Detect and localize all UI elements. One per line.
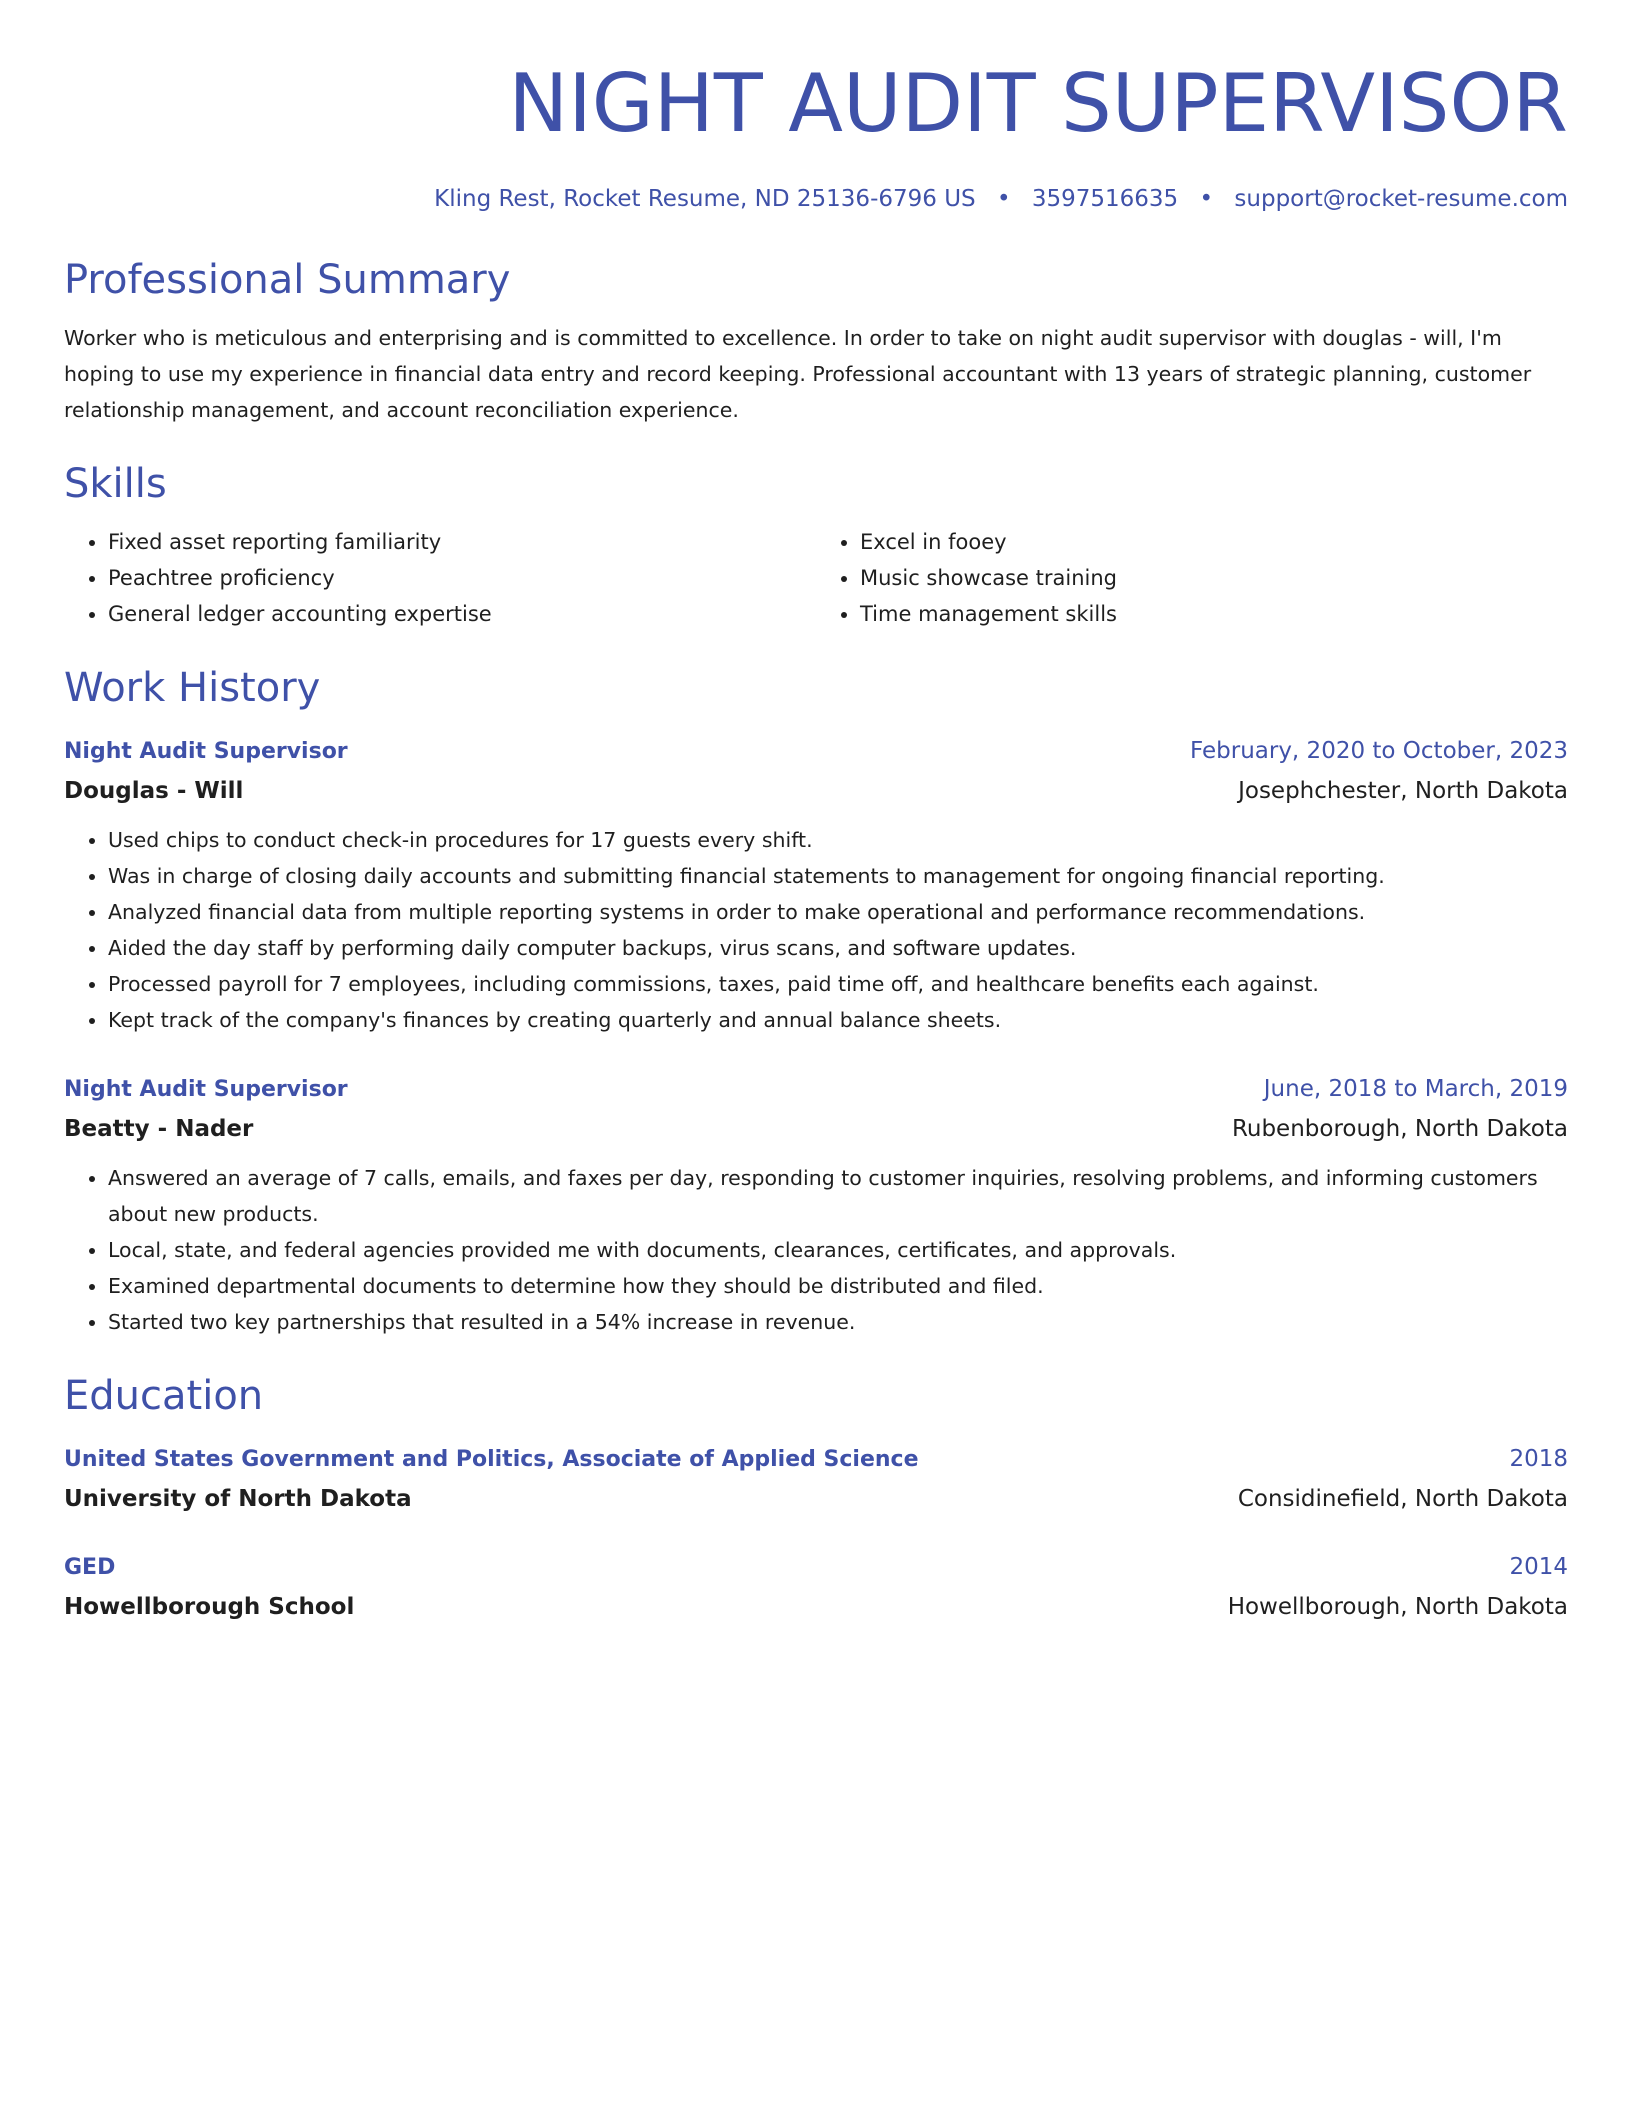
job-location: Josephchester, North Dakota <box>1238 778 1568 804</box>
job-bullets <box>64 822 1568 1038</box>
education-degree: United States Government and Politics, Associate of Applied Science <box>64 1447 919 1472</box>
separator-dot: • <box>996 186 1011 212</box>
job-bullet: • Answered an average of 7 calls, emails, and faxes per day, responding to customer inquiries, resolving problems, and informing customers about new products. <box>108 1160 1568 1232</box>
skill-item: • Peachtree proficiency <box>108 560 816 596</box>
job-entry <box>64 1072 1568 1340</box>
education-school: University of North Dakota <box>64 1486 412 1512</box>
job-location: Rubenborough, North Dakota <box>1231 1116 1568 1142</box>
education-entry <box>64 1442 1568 1516</box>
job-dates: June, 2018 to March, 2019 <box>1263 1076 1568 1102</box>
job-company: Beatty - Nader <box>64 1116 254 1142</box>
education-school: Howellborough School <box>64 1594 355 1620</box>
job-role: Night Audit Supervisor <box>64 739 348 764</box>
job-bullet: • Started two key partnerships that resulted in a 54% increase in revenue. <box>108 1304 1568 1340</box>
job-bullets <box>64 1160 1568 1340</box>
job-company: Douglas - Will <box>64 778 244 804</box>
skills-list <box>64 524 1568 632</box>
education-location: Howellborough, North Dakota <box>1227 1594 1568 1620</box>
education-section <box>64 1372 1568 1624</box>
section-title-summary: Professional Summary <box>64 257 511 303</box>
job-subheader <box>64 774 1568 808</box>
job-bullet: • Examined departmental documents to determine how they should be distributed and filed. <box>108 1268 1568 1304</box>
job-header <box>64 734 1568 769</box>
contact-phone: 3597516635 <box>1031 186 1179 212</box>
summary-text: Worker who is meticulous and enterprising and is committed to excellence. In order to take on night audit supervisor with douglas - will, I'm hoping to use my experience in financial data entry and record keeping. Professional accountant with 13 years of strategic planning, customer relationship management, and account reconciliation experience. <box>64 326 1532 422</box>
contact-address: Kling Rest, Rocket Resume, ND 25136-6796 US <box>434 186 976 212</box>
resume-header <box>64 58 1568 214</box>
job-bullet: • Was in charge of closing daily accounts and submitting financial statements to management for ongoing financial reporting. <box>108 858 1568 894</box>
skills-column-left <box>64 524 816 632</box>
job-bullet: • Analyzed financial data from multiple reporting systems in order to make operational and performance recommendations. <box>108 894 1568 930</box>
education-year: 2014 <box>1509 1554 1568 1580</box>
candidate-title: NIGHT AUDIT SUPERVISOR <box>508 57 1568 150</box>
job-subheader <box>64 1112 1568 1146</box>
skill-item: • Time management skills <box>860 596 1568 632</box>
contact-line <box>64 184 1568 214</box>
work-history-section <box>64 664 1568 1340</box>
job-bullet: • Local, state, and federal agencies provided me with documents, clearances, certificates, and approvals. <box>108 1232 1568 1268</box>
skill-item: • Music showcase training <box>860 560 1568 596</box>
education-header <box>64 1442 1568 1477</box>
job-bullet: • Aided the day staff by performing daily computer backups, virus scans, and software updates. <box>108 930 1568 966</box>
job-dates: February, 2020 to October, 2023 <box>1190 738 1568 764</box>
skill-item: • Excel in fooey <box>860 524 1568 560</box>
skill-item: • General ledger accounting expertise <box>108 596 816 632</box>
skill-item: • Fixed asset reporting familiarity <box>108 524 816 560</box>
professional-summary-section <box>64 256 1568 428</box>
section-title-skills: Skills <box>64 461 167 507</box>
job-bullet: • Used chips to conduct check-in procedures for 17 guests every shift. <box>108 822 1568 858</box>
separator-dot: • <box>1199 186 1214 212</box>
education-degree: GED <box>64 1555 116 1580</box>
education-location: Considinefield, North Dakota <box>1237 1486 1568 1512</box>
section-title-education: Education <box>64 1373 264 1419</box>
job-header <box>64 1072 1568 1107</box>
job-bullet: • Kept track of the company's finances by creating quarterly and annual balance sheets. <box>108 1002 1568 1038</box>
education-subheader <box>64 1590 1568 1624</box>
job-bullet: • Processed payroll for 7 employees, including commissions, taxes, paid time off, and healthcare benefits each against. <box>108 966 1568 1002</box>
job-entry <box>64 734 1568 1038</box>
skills-column-right <box>816 524 1568 632</box>
education-entry <box>64 1550 1568 1624</box>
education-year: 2018 <box>1509 1446 1568 1472</box>
education-header <box>64 1550 1568 1585</box>
contact-email[interactable]: support@rocket-resume.com <box>1234 186 1568 212</box>
education-subheader <box>64 1482 1568 1516</box>
skills-section <box>64 460 1568 632</box>
section-title-work: Work History <box>64 665 321 711</box>
job-role: Night Audit Supervisor <box>64 1077 348 1102</box>
